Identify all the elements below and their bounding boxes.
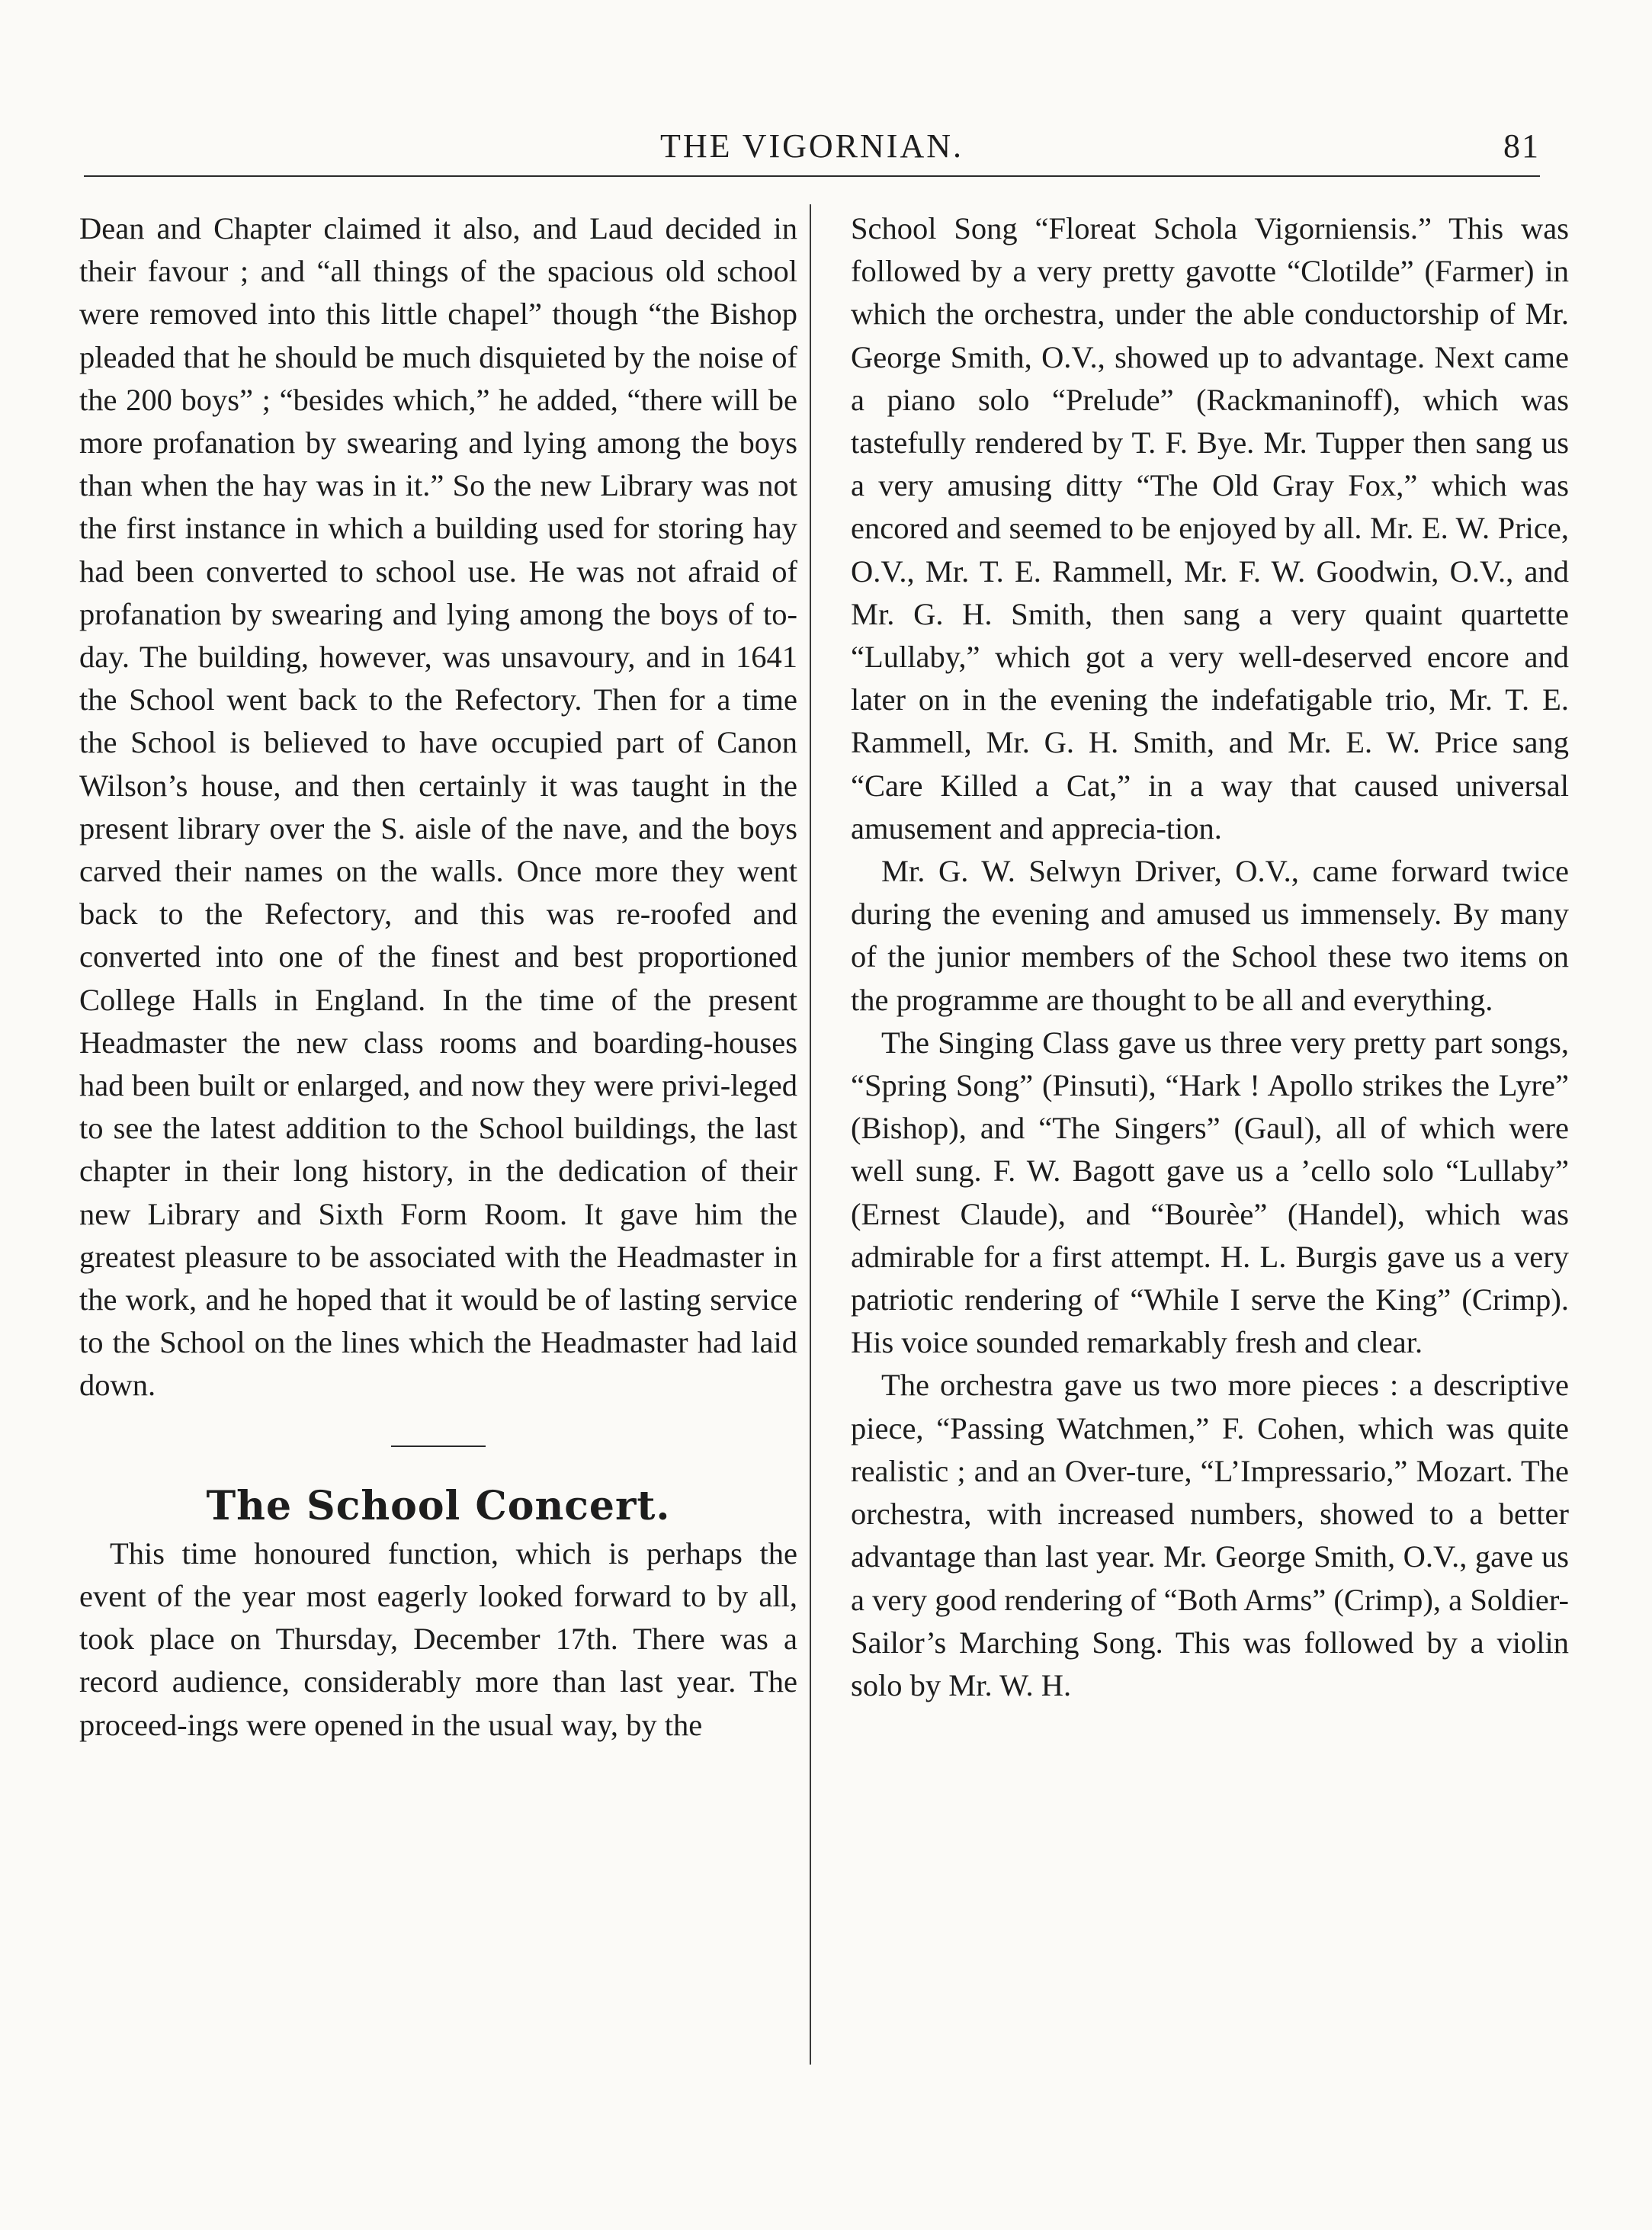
page-number: 81 (1503, 127, 1540, 165)
section-title: The School Concert. (206, 1482, 671, 1529)
section-separator-rule (391, 1445, 486, 1447)
right-paragraph-1: School Song “Floreat Schola Vigorniensis.” This was followed by a very pretty gavotte “Clotilde” (Farmer) in which the orchestra, under the able conductorship of Mr. George Smith, O.V., showed up to advantage. Next came a piano solo “Prelude” (Rackmaninoff), which was tastefully rendered by T. F. Bye. Mr. Tupper then sang us a very amusing ditty “The Old Gray Fox,” which was encored and seemed to be enjoyed by all. Mr. E. W. Price, O.V., Mr. T. E. Rammell, Mr. F. W. Goodwin, O.V., and Mr. G. H. Smith, then sang a very quaint quartette “Lullaby,” which got a very well-deserved encore and later on in the evening the indefatigable trio, Mr. T. E. Rammell, Mr. G. H. Smith, and Mr. E. W. Price sang “Care Killed a Cat,” in a way that caused universal amusement and apprecia-tion. (851, 211, 1569, 845)
right-paragraph-2: Mr. G. W. Selwyn Driver, O.V., came forward twice during the evening and amused us immensely. By many of the junior members of the School these two items on the programme are thought to be all and everything. (851, 854, 1569, 1017)
page-header (84, 122, 1540, 183)
left-column (79, 207, 797, 1747)
column-divider (810, 204, 811, 2065)
header-rule (84, 175, 1540, 177)
running-title: THE VIGORNIAN. (659, 127, 964, 165)
right-column (851, 207, 1569, 1707)
left-paragraph-2: This time honoured function, which is perhaps the event of the year most eagerly looked forward to by all, took place on Thursday, December 17th. There was a record audience, considerably more than last year. The proceed-ings were opened in the usual way, by the (79, 1535, 797, 1742)
right-paragraph-3: The Singing Class gave us three very pretty part songs, “Spring Song” (Pinsuti), “Hark ! Apollo strikes the Lyre” (Bishop), and “The Singers” (Gaul), all of which were well sung. F. W. Bagott gave us a ’cello solo “Lullaby” (Ernest Claude), and “Bourèe” (Handel), which was admirable for a first attempt. H. L. Burgis gave us a very patriotic rendering of “While I serve the King” (Crimp). His voice sounded remarkably fresh and clear. (851, 1025, 1569, 1360)
left-paragraph-1: Dean and Chapter claimed it also, and Laud decided in their favour ; and “all things of the spacious old school were removed into this little chapel” though “the Bishop pleaded that he should be much disquieted by the noise of the 200 boys” ; “besides which,” he added, “there will be more profanation by swearing and lying among the boys than when the hay was in it.” So the new Library was not the first instance in which a building used for storing hay had been converted to school use. He was not afraid of profanation by swearing and lying among the boys of to-day. The building, however, was unsavoury, and in 1641 the School went back to the Refectory. Then for a time the School is believed to have occupied part of Canon Wilson’s house, and then certainly it was taught in the present library over the S. aisle of the nave, and the boys carved their names on the walls. Once more they went back to the Refectory, and this was re-roofed and converted into one of the finest and best proportioned College Halls in England. In the time of the present Headmaster the new class rooms and boarding-houses had been built or enlarged, and now they were privi-leged to see the latest addition to the School buildings, the last chapter in their long history, in the dedication of their new Library and Sixth Form Room. It gave him the greatest pleasure to be associated with the Headmaster in the work, and he hoped that it would be of lasting service to the School on the lines which the Headmaster had laid down. (79, 211, 797, 1403)
right-paragraph-4: The orchestra gave us two more pieces : a descriptive piece, “Passing Watchmen,” F. Cohen, which was quite realistic ; and an Over-ture, “L’Impressario,” Mozart. The orchestra, with increased numbers, showed to a better advantage than last year. Mr. George Smith, O.V., gave us a very good rendering of “Both Arms” (Crimp), a Soldier-Sailor’s Marching Song. This was followed by a violin solo by Mr. W. H. (851, 1368, 1569, 1702)
